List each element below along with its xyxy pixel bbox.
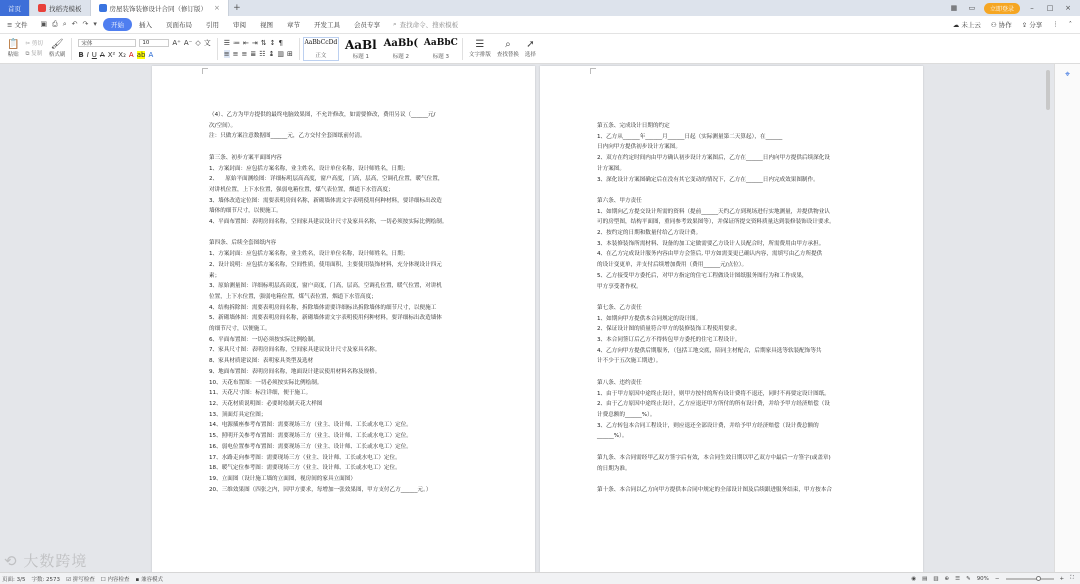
zoom-slider-knob[interactable]: [1036, 576, 1041, 581]
content-check[interactable]: ☐ 内容检查: [100, 576, 130, 583]
highlight-icon[interactable]: ab: [136, 51, 146, 59]
phonetic-icon[interactable]: 文: [203, 39, 211, 47]
shrink-font-icon[interactable]: A⁻: [183, 39, 193, 47]
menu-bar: [0, 16, 1080, 34]
fit-page-icon[interactable]: ⛶: [1070, 575, 1074, 581]
zoom-out-button[interactable]: −: [994, 575, 1000, 582]
indent-icon[interactable]: ⇥: [251, 39, 258, 47]
show-marks-icon[interactable]: ¶: [278, 39, 283, 47]
tab-home[interactable]: [0, 0, 30, 16]
font-color-icon[interactable]: A: [128, 51, 134, 59]
add-tab-button[interactable]: +: [233, 3, 241, 13]
eye-protect-icon[interactable]: ◉: [911, 575, 917, 582]
text-layout-icon: ☰: [475, 39, 485, 50]
format-painter-button[interactable]: 🖌 格式刷: [48, 39, 66, 58]
collapse-ribbon-icon[interactable]: ˄: [1068, 20, 1072, 28]
align-left-icon[interactable]: ≡: [223, 50, 230, 58]
command-search[interactable]: [393, 20, 458, 29]
style-normal[interactable]: AaBbCcDd 正文: [304, 38, 338, 59]
strike-icon[interactable]: A: [99, 51, 105, 59]
bold-icon[interactable]: B: [78, 51, 84, 59]
cloud-status[interactable]: ☁ 未上云: [952, 21, 981, 29]
align-right-icon[interactable]: ≡: [241, 50, 248, 58]
minimize-icon[interactable]: –: [1030, 4, 1034, 12]
print-icon[interactable]: ⎙: [52, 20, 58, 28]
status-bar: [0, 572, 1080, 584]
menu-item-review[interactable]: 审阅: [232, 21, 246, 29]
undo-icon[interactable]: ↶: [71, 20, 78, 28]
watermark: ⟲ 大数跨境: [4, 552, 88, 570]
brush-icon: 🖌: [50, 39, 64, 50]
page-right-text[interactable]: 第五条、完成设计日期的约定 1、乙方从______年______月______日起（实际测量第二天算起），在______ 日内向甲方提供初步设计方案图。 2、双方在约定时间内由甲方确认初步设计方案图后，乙方在______日内向甲方提供后续深化设 计方案图。 3、深化设计方案图确定后在没有其它变动的情况下，乙方在______日内完成效果图制作。 第六条、甲方责任 1、如期向乙方提交设计所需的资料（提前______天约乙方到现场进行实地测量，并提供物业认 可的房型图，结构平面图，重同参考效果图等），并保证所提交资料质量达到装修装饰设计要求。 2、按约定的日期和数量付给乙方设计费。 3、本装修装饰所需材料、设备的加工定做需要乙方设计人员配合时，所需费用由甲方承担。 4、在乙方完成设计服务内容由甲方会签后, 甲方如需变更已确认内容，需填写由乙方所提供 的设计变更单，并支付后续增加费用（费用______元/点位）。 5、乙方接受甲方委托后，对甲方指定的住宅工程做设计图纸服务图行为和工作成果， 甲方享受著作权。 第七条、乙方责任 1、如期向甲方提供本合同规定的设计图。 2、保证设计图的质量符合甲方的装修装饰工程使用要求。 3、本合同签订后乙方不得转包甲方委托的住宅工程设计。 4、乙方向甲方提供后期服务，（包括工地交底，陪同主材配合，后期家具选等软装配饰等共 计不少于五次施工期进）。 第八条、违约责任 1、由于甲方原因中途终止设计，则甲方按付的所有设计费将不退还，同时不再要定设计图纸。 2、由于乙方原因中途终止设计，乙方应退还甲方所付的所有设计费，并给予甲方经济赔偿（设 计费总额的______%）。 3、乙方转包本合同工程设计，则应退还全部设计费，并给予甲方经济赔偿（设计费总额的 ______%）。 第九条、本合同需经甲乙双方签字后有效，本合同生效日期以甲乙双方中最后一方签字(或盖章) 的日期为准。 第十条、本合同以乙方向甲方提供本合同中规定的全部设计图及后续跟进服务结束，甲方按本合: [597, 123, 835, 493]
right-sidebar: [1054, 64, 1080, 572]
tab-document-label: 房屋装饰装修设计合同（修订版）: [109, 4, 207, 13]
menu-item-layout[interactable]: 页面布局: [165, 21, 192, 29]
preview-icon[interactable]: ⌕: [62, 20, 67, 28]
bullet-list-icon[interactable]: ☰: [223, 39, 230, 47]
location-pin-icon[interactable]: ⌖: [1064, 70, 1071, 80]
char-shade-icon[interactable]: A: [148, 51, 154, 59]
paste-button[interactable]: 📋 粘贴: [7, 39, 20, 58]
outline-view-icon[interactable]: ☰: [955, 575, 961, 582]
italic-icon[interactable]: I: [86, 51, 89, 59]
sort-icon[interactable]: ↕: [269, 39, 276, 47]
tab-template-label: 找稻壳模板: [49, 4, 82, 13]
layout-icon[interactable]: ▭: [968, 4, 976, 12]
copy-button[interactable]: ⧉ 复制: [25, 51, 43, 57]
menu-item-view[interactable]: 视图: [259, 21, 273, 29]
writer-doc-icon: [99, 4, 107, 12]
collab-button[interactable]: ⚇ 协作: [990, 21, 1012, 29]
clear-format-icon[interactable]: ◇: [195, 39, 201, 47]
web-view-icon[interactable]: ⊕: [944, 575, 950, 582]
redo-icon[interactable]: ↷: [82, 20, 89, 28]
menu-item-insert[interactable]: 插入: [138, 21, 152, 29]
grow-font-icon[interactable]: A⁺: [172, 39, 181, 47]
margin-marker: [590, 68, 596, 74]
menu-item-section[interactable]: 章节: [286, 21, 300, 29]
zoom-level[interactable]: 90%: [976, 575, 989, 582]
distribute-icon[interactable]: ☷: [259, 50, 266, 58]
border-icon[interactable]: ⊞: [286, 50, 293, 58]
docer-icon: [38, 4, 46, 12]
menu-item-member[interactable]: 会员专享: [353, 21, 380, 29]
align-center-icon[interactable]: ≡: [232, 50, 239, 58]
cut-button[interactable]: ✂ 剪切: [25, 41, 43, 47]
text-layout-button[interactable]: ☰ 文字排版: [468, 39, 491, 58]
number-list-icon[interactable]: ≔: [232, 39, 240, 47]
tab-home-label: 首页: [8, 4, 21, 13]
style-gallery: [303, 37, 459, 61]
command-search-placeholder: 查找命令、搜索模板: [399, 21, 459, 29]
page-count[interactable]: 页面: 3/5: [2, 576, 26, 583]
canvas-left-margin: [0, 64, 152, 572]
tab-document[interactable]: [91, 0, 229, 16]
document-page-right[interactable]: [540, 66, 923, 572]
style-heading-1[interactable]: AaBl 标题 1: [344, 37, 377, 60]
search-icon: ⌕: [392, 20, 397, 28]
menu-item-home[interactable]: 开始: [103, 18, 132, 31]
tab-template[interactable]: [30, 0, 91, 16]
zoom-slider[interactable]: [1006, 578, 1054, 580]
more-options-icon[interactable]: ⋮: [1052, 20, 1059, 28]
outdent-icon[interactable]: ⇤: [242, 39, 249, 47]
magnifier-icon: ⌕: [505, 39, 511, 50]
find-replace-button[interactable]: ⌕ 查找替换: [496, 39, 519, 58]
font-family-select[interactable]: 宋体: [78, 39, 136, 47]
document-page-left[interactable]: [152, 66, 535, 572]
close-tab-icon[interactable]: ×: [214, 4, 220, 12]
underline-icon[interactable]: U: [91, 51, 97, 59]
write-view-icon[interactable]: ✎: [966, 575, 971, 582]
margin-marker: [202, 68, 208, 74]
page-view-icon[interactable]: ▤: [922, 575, 928, 582]
vertical-scrollbar[interactable]: [1046, 70, 1050, 110]
save-icon[interactable]: ▣: [40, 20, 48, 28]
shading-icon[interactable]: ▥: [277, 50, 284, 58]
style-heading-3[interactable]: AaBbC 标题 3: [423, 37, 458, 60]
paste-icon: 📋: [7, 39, 20, 50]
compat-mode: ▪ 兼容模式: [135, 576, 163, 583]
font-size-select[interactable]: 10: [139, 39, 169, 47]
spell-check[interactable]: ☑ 拼写检查: [66, 576, 95, 583]
maximize-icon[interactable]: □: [1046, 4, 1054, 12]
style-heading-2[interactable]: AaBb( 标题 2: [383, 37, 419, 60]
ribbon-toolbar: [0, 34, 1080, 64]
grid-icon[interactable]: ▦: [950, 4, 958, 12]
tab-bar: [0, 0, 1080, 16]
menu-item-developer[interactable]: 开发工具: [313, 21, 340, 29]
line-spacing-icon[interactable]: ↨: [268, 50, 275, 58]
login-button[interactable]: 立即登录: [984, 3, 1020, 14]
justify-icon[interactable]: ≣: [250, 50, 257, 58]
share-button[interactable]: ⇪ 分享: [1021, 21, 1043, 29]
zoom-in-button[interactable]: +: [1059, 575, 1065, 582]
select-button[interactable]: ➚ 选择: [524, 39, 536, 58]
word-count[interactable]: 字数: 2573: [31, 576, 61, 583]
superscript-icon[interactable]: X²: [107, 51, 116, 59]
page-left-text[interactable]: （4）、乙方为甲方提供的最终电脑效果图，不允许修改，如需要修改，费用另议（______元/ 次/空间）。 注：只做方案注意数据图______元，乙方交付全套图纸前付清。 第三条、初步方案平面图内容 1、方案封面：应包括方案名称，业主姓名，设计单位名称，设计师姓名，日期； 2、 原始平面测绘图：详细标明层高高度，窗户高度，门高，层高，空调孔位置，暖气位置， 对讲机位置，上下水位置，强弱电箱位置，煤气表位置，烟道下水管高度； 3、墙体改造定位图：需要表明房间名称，新砌墙体需文字表明使用何种材料，要详细标出改造 墙体的细节尺寸，以便施工。 4、平面布置图：表明房间名称，空间家具建议设计尺寸及家具名称，一切必须按实际比例绘制。 第四条、后续全套图纸内容 1、方案封面：应包括方案名称，业主姓名，设计单位名称，设计师姓名，日期； 2、设计说明：应包括方案名称，空间性质，使用面积，主要使用装饰材料，充分体现设计四元 素； 3、原始测量图：详细标明层高高度，窗户高度，门高，层高，空调孔位置，暖气位置，对讲机 位置，上下水位置，强弱电箱位置，煤气表位置，烟道下水管高度； 4、结构拆除图：需要表明房间名称，拆除墙体需要详细标出拆除墙体的细节尺寸，以便施工 5、新砌墙体图：需要表明房间名称，新砌墙体需文字表明使用何种材料，要详细标出改造墙体 的细节尺寸，以便施工。 6、平面布置图：一切必须按实际比例绘制。 7、家具尺寸图：表明房间名称，空间家具建议设计尺寸及家具名称。 8、家具材质建议图：表明家具类型及选材 9、地面布置图：表明房间名称，地面设计建议使用材料名称及规格。 10、天花布置图：一切必须按实际比例绘制。 11、天花尺寸图：标注详细，便于施工。 12、天花材质说明图：必要时绘制天花大样图 13、顶面灯具定位图； 14、电源插座参考布置图：需要现场三方（业主、设计师、工长或水电工）定位。 15、照明开关参考布置图：需要现场三方（业主、设计师、工长或水电工）定位。 16、弱电位置参考布置图：需要现场三方（业主、设计师、工长或水电工）定位。 17、水路走向参考图：需要现场三方（业主、设计师、工长或水电工）定位。 18、暖气定位参考图：需要现场三方（业主、设计师、工长或水电工）定位。 19、立面图（设计施工墙的立面图，视房间的家具立面图） 20、三维效果图（四张之内，因甲方要求，每增加一张效果图，甲方支付乙方______元。）: [209, 112, 448, 493]
read-view-icon[interactable]: ▥: [933, 575, 939, 582]
file-menu[interactable]: ≡ 文件: [7, 21, 28, 29]
cursor-icon: ➚: [526, 39, 535, 50]
chinese-layout-icon[interactable]: ⇅: [260, 39, 267, 47]
menu-item-references[interactable]: 引用: [205, 21, 219, 29]
close-window-icon[interactable]: ×: [1065, 4, 1071, 12]
subscript-icon[interactable]: X₂: [118, 51, 126, 59]
more-icon[interactable]: ▾: [93, 20, 97, 28]
